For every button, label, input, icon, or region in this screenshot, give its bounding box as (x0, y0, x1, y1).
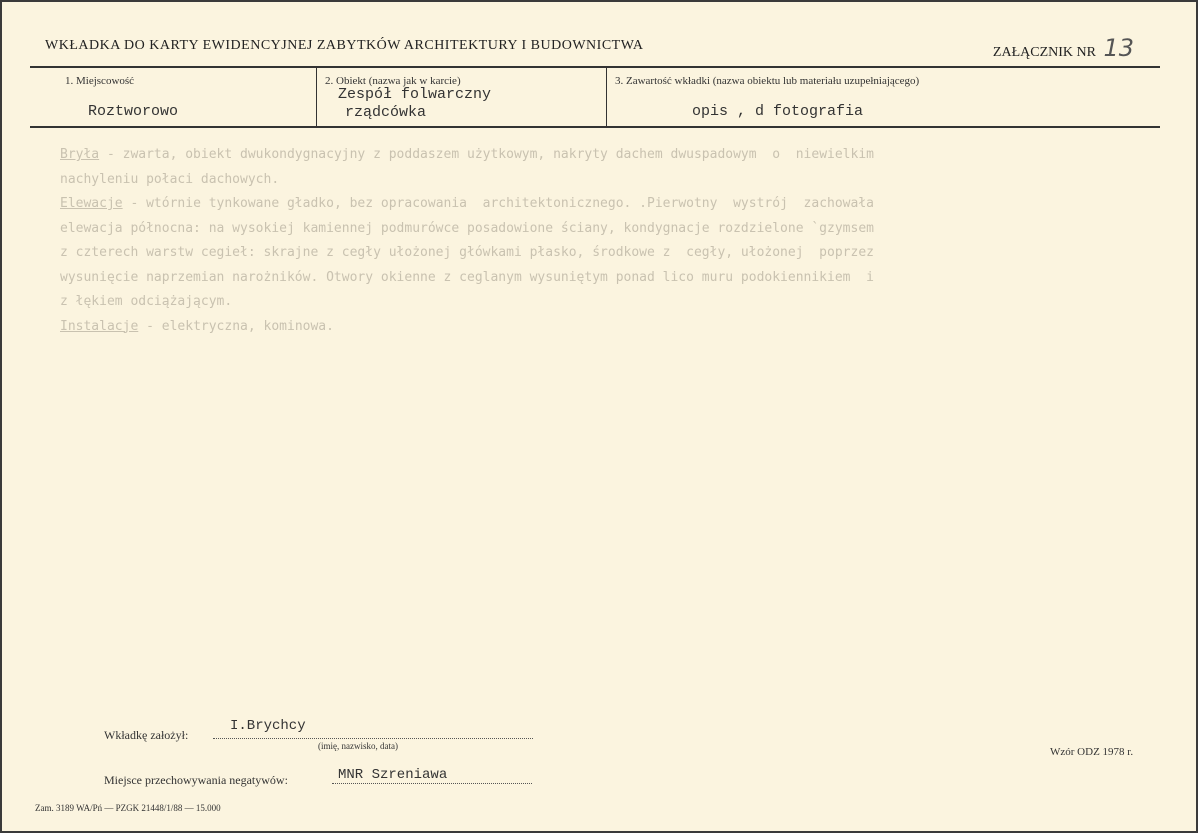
object-label: 2. Obiekt (nazwa jak w karcie) (325, 75, 461, 87)
elewacje-line1: Elewacje - wtórnie tynkowane gładko, bez opracowania architektonicznego. .Pierwotny wystrój zachowała (60, 196, 874, 211)
card-title: WKŁADKA DO KARTY EWIDENCYJNEJ ZABYTKÓW ARCHITEKTURY I BUDOWNICTWA (45, 38, 644, 53)
annex-label: ZAŁĄCZNIK NR (992, 45, 1096, 60)
founder-label: Wkładkę założył: (104, 728, 189, 742)
storage-dotted-line (332, 783, 532, 784)
elewacje-heading: Elewacje (60, 196, 123, 211)
top-rule (30, 66, 1160, 68)
model-note: Wzór ODZ 1978 r. (1050, 746, 1134, 758)
founder-value: I.Brychcy (230, 718, 306, 734)
object-value-line2: rządcówka (345, 104, 427, 121)
print-info: Zam. 3189 WA/Pń — PZGK 21448/1/88 — 15.000 (35, 803, 221, 813)
contents-label: 3. Zawartość wkładki (nazwa obiektu lub materiału uzupełniającego) (615, 75, 920, 87)
bryla-line2: nachyleniu połaci dachowych. (60, 171, 280, 187)
contents-value: opis , d fotografia (692, 103, 864, 120)
storage-value: MNR Szreniawa (338, 767, 448, 783)
locality-value: Roztworowo (88, 103, 179, 120)
annex-number (993, 34, 1134, 62)
storage-label: Miejsce przechowywania negatywów: (104, 773, 288, 787)
bryla-heading: Bryła (60, 147, 100, 162)
column-divider-1 (316, 68, 317, 126)
elewacje-line2: elewacja północna: na wysokiej kamiennej podmurówce posadowione ściany, kondygnacje rozdzielone `gzymsem (60, 220, 874, 236)
instalacje-line: Instalacje - elektryczna, kominowa. (60, 318, 334, 334)
elewacje-line5: z łękiem odciążającym. (60, 294, 233, 309)
founder-dotted-line (213, 738, 533, 739)
bottom-rule (30, 126, 1160, 128)
elewacje-line4: wysunięcie naprzemian narożników. Otwory okienne z ceglanym wysuniętym ponad lico muru podokiennikiem i (60, 269, 874, 285)
locality-label: 1. Miejscowość (65, 75, 135, 87)
bryla-line1: Bryła - zwarta, obiekt dwukondygnacyjny z poddaszem użytkowym, nakryty dachem dwuspadowym o niewielkim (60, 147, 874, 162)
founder-caption: (imię, nazwisko, data) (318, 741, 398, 751)
annex-number-handwritten: 13 (1103, 34, 1134, 62)
description-text (60, 143, 1120, 339)
object-value-line1: Zespół folwarczny (338, 86, 492, 103)
column-divider-2 (606, 68, 607, 126)
elewacje-line3: z czterech warstw cegieł: skrajne z cegły ułożonej główkami płasko, środkowe z cegły, ułożonej poprzez (60, 245, 874, 260)
instalacje-heading: Instalacje (60, 318, 139, 334)
